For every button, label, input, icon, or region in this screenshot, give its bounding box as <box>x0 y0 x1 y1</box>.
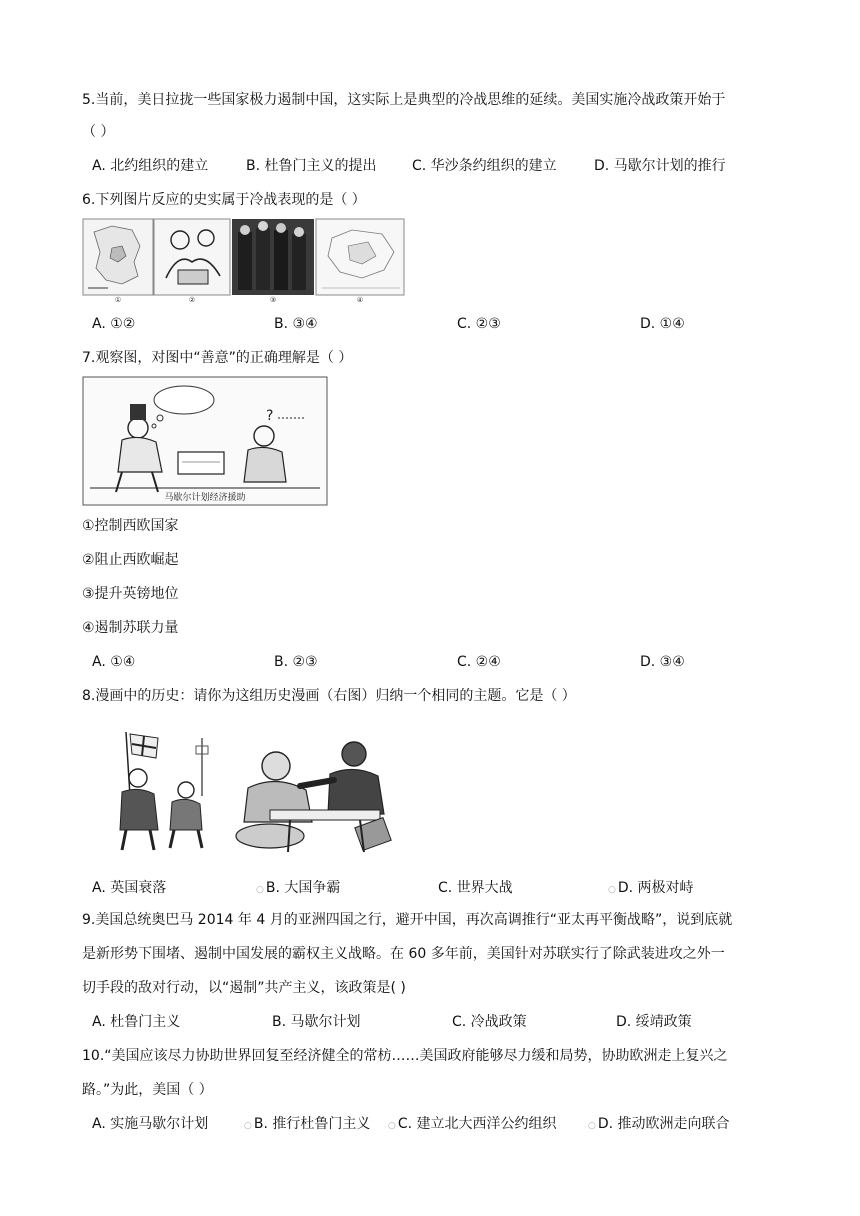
q5-option-c[interactable]: C. 华沙条约组织的建立 <box>412 158 557 174</box>
q7-statement-2: ②阻止西欧崛起 <box>82 552 179 568</box>
q8-option-b-label: B. 大国争霸 <box>265 880 341 896</box>
q10-stem-line2: 路。”为此，美国（ ） <box>82 1082 213 1098</box>
q10-option-b-label: B. 推行杜鲁门主义 <box>253 1116 371 1132</box>
q7-statement-1: ①控制西欧国家 <box>82 518 179 534</box>
q6-image-label-2: ② <box>188 296 196 304</box>
q8-option-b[interactable] <box>256 878 340 900</box>
q9-option-d[interactable]: D. 绥靖政策 <box>616 1014 692 1030</box>
option-marker-icon: ○ <box>588 1121 596 1131</box>
q7-option-b[interactable]: B. ②③ <box>274 654 318 670</box>
q10-option-c-label: C. 建立北大西洋公约组织 <box>397 1116 557 1132</box>
q7-statement-4: ④遏制苏联力量 <box>82 620 179 636</box>
q10-options <box>92 1114 812 1134</box>
q7-cartoon-caption: 马歇尔计划经济援助 <box>164 493 246 503</box>
svg-text:?: ? <box>266 408 274 424</box>
q10-stem-line1: 10.“美国应该尽力协助世界回复至经济健全的常枋……美国政府能够尽力缓和局势，协助欧洲走上复兴之 <box>82 1048 728 1064</box>
q7-option-c[interactable]: C. ②④ <box>457 654 501 670</box>
q5-stem-line2: （ ） <box>82 124 115 140</box>
q7-options <box>92 652 812 672</box>
q5-option-b[interactable]: B. 杜鲁门主义的提出 <box>246 158 377 174</box>
q6-stem: 6.下列图片反应的史实属于冷战表现的是（ ） <box>82 192 366 208</box>
q8-cartoon-right <box>230 726 402 856</box>
q7-option-a[interactable]: A. ①④ <box>92 654 136 670</box>
q6-option-a[interactable]: A. ①② <box>92 316 136 332</box>
q10-option-b[interactable] <box>244 1114 370 1136</box>
q9-stem-line3: 切手段的敌对行动，以“遏制”共产主义，该政策是( ) <box>82 980 406 996</box>
q6-options <box>92 314 812 334</box>
q8-option-d-label: D. 两极对峙 <box>617 880 694 896</box>
q6-image-label-4: ④ <box>356 296 364 304</box>
q9-options <box>92 1012 812 1032</box>
q6-option-d[interactable]: D. ①④ <box>640 316 685 332</box>
q6-option-c[interactable]: C. ②③ <box>457 316 501 332</box>
q10-option-d-label: D. 推动欧洲走向联合 <box>597 1116 730 1132</box>
q9-stem-line1: 9.美国总统奥巴马 2014 年 4 月的亚洲四国之行，避开中国，再次高调推行“亚太再平衡战略”，说到底就 <box>82 912 733 928</box>
q6-image-label-1: ① <box>114 296 122 304</box>
q7-option-d[interactable]: D. ③④ <box>640 654 685 670</box>
q5-options <box>92 156 812 176</box>
q5-stem-line1: 5.当前，美日拉拢一些国家极力遏制中国，这实际上是典型的冷战思维的延续。美国实施冷战政策开始于 <box>82 92 726 108</box>
q10-option-d[interactable] <box>588 1114 730 1136</box>
option-marker-icon: ○ <box>388 1121 396 1131</box>
q8-cartoon-left <box>108 726 220 854</box>
q7-statement-3: ③提升英镑地位 <box>82 586 179 602</box>
q8-option-a[interactable]: A. 英国衰落 <box>92 880 167 896</box>
q10-option-a[interactable]: A. 实施马歇尔计划 <box>92 1116 209 1132</box>
option-marker-icon: ○ <box>608 885 616 895</box>
option-marker-icon: ○ <box>256 885 264 895</box>
q8-options <box>92 878 812 898</box>
q9-option-b[interactable]: B. 马歇尔计划 <box>272 1014 361 1030</box>
q9-option-a[interactable]: A. 杜鲁门主义 <box>92 1014 181 1030</box>
q8-option-c[interactable]: C. 世界大战 <box>438 880 513 896</box>
q6-image-strip <box>82 218 406 304</box>
q7-cartoon <box>82 376 328 506</box>
q5-option-a[interactable]: A. 北约组织的建立 <box>92 158 209 174</box>
q6-image-label-3: ③ <box>269 296 277 304</box>
q7-stem: 7.观察图，对图中“善意”的正确理解是（ ） <box>82 350 353 366</box>
q8-option-d[interactable] <box>608 878 694 900</box>
q5-option-d[interactable]: D. 马歇尔计划的推行 <box>594 158 726 174</box>
q9-option-c[interactable]: C. 冷战政策 <box>452 1014 527 1030</box>
q6-option-b[interactable]: B. ③④ <box>274 316 318 332</box>
option-marker-icon: ○ <box>244 1121 252 1131</box>
q10-option-c[interactable] <box>388 1114 557 1136</box>
q8-stem: 8.漫画中的历史：请你为这组历史漫画（右图）归纳一个相同的主题。它是（ ） <box>82 688 576 704</box>
q9-stem-line2: 是新形势下围堵、遏制中国发展的霸权主义战略。在 60 多年前，美国针对苏联实行了除武装进攻之外一 <box>82 946 725 962</box>
